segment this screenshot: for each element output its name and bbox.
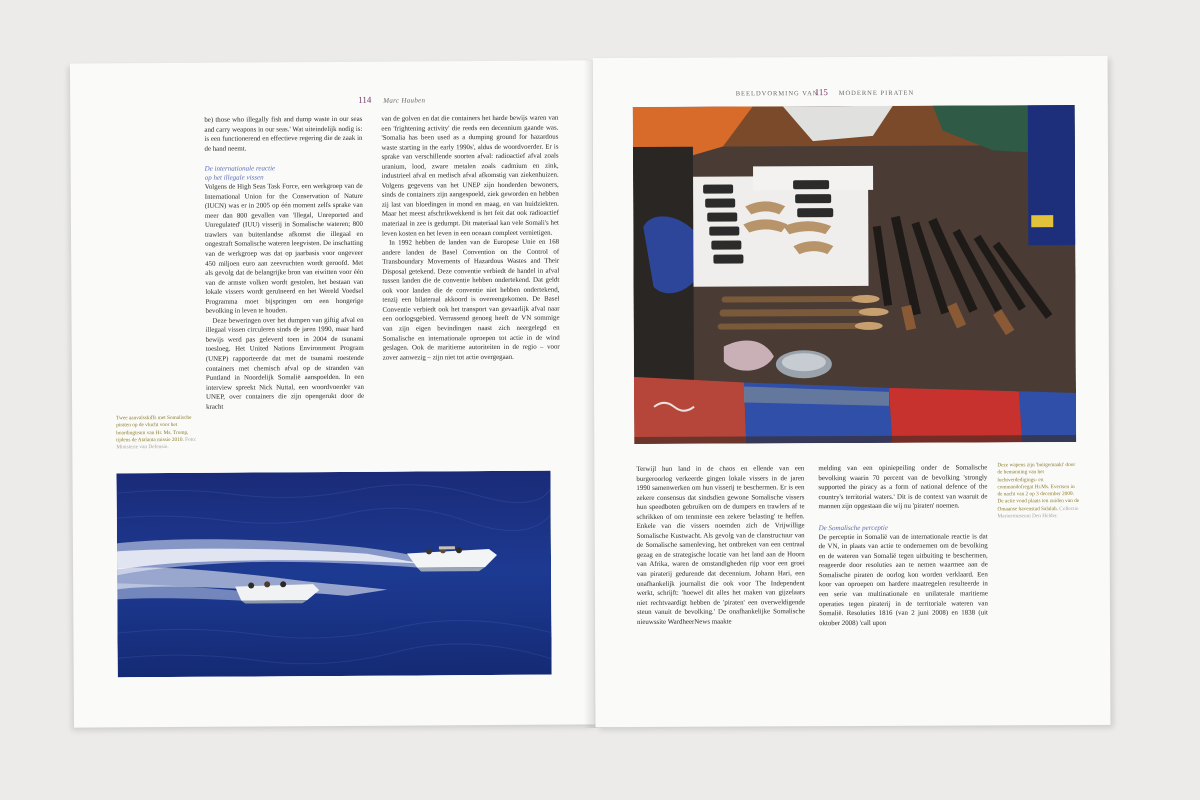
section-heading bbox=[205, 164, 363, 183]
running-header-right-part: MODERNE PIRATEN bbox=[838, 89, 915, 98]
caption-credit: Collectie Marinemuseum Den Helder. bbox=[997, 505, 1079, 520]
left-column-1 bbox=[204, 115, 364, 412]
weapons-on-deck-image bbox=[633, 105, 1076, 444]
paragraph: In 1992 hebben de landen van de Europese Unie en 168 andere landen de Basel Convention on the Control of Transboundary Movements of Hazardous Wastes and Their Disposal getekend. Deze conventie verbiedt de handel in afval tussen landen die de conventie hebben ondertekend. Dat geldt ook voor landen die de conventie niet hebben ondertekend, tenzij een bilateraal akkoord is overeengekomen. De Basel Conventie verbiedt ook het transport van gevaarlijk afval naar een oorlogsgebied. Verrassend genoeg heeft de VN sommige van zijn eigen bevindingen naast zich neergelegd en Somalische en internationale oproepen tot actie in de wind geslagen. Ook de maritieme autoriteiten in de regio – voor zover aanwezig – zijn niet tot actie overgegaan. bbox=[382, 238, 560, 362]
caption-text: Twee aanvalsskiffs met Somalische piraten op de vlucht voor het boardingteam van Hr. Ms. Tromp, tijdens de Atalanta missie 2010. bbox=[116, 414, 192, 444]
photo-attack-skiffs bbox=[116, 471, 551, 678]
right-column-2 bbox=[818, 463, 988, 628]
photo-caption-right bbox=[997, 462, 1079, 521]
right-column-1 bbox=[636, 464, 805, 627]
left-column-2 bbox=[381, 114, 560, 363]
section-heading: De Somalische perceptie bbox=[818, 523, 888, 532]
sea-with-skiffs-image bbox=[116, 471, 551, 678]
paragraph: melding van een opiniepeiling onder de Somalische bevolking waarin 70 percent van de bevolking 'strongly supported the piracy as a form of national defence of the country's territorial waters.' Dit is de context van waaruit de mannen zijn opgestaan die wij nu 'piraten' noemen. bbox=[818, 464, 988, 511]
photo-seized-weapons bbox=[633, 105, 1076, 444]
paragraph: Volgens de High Seas Task Force, een werkgroep van de International Union for the Conservation of Nature (IUCN) was er in 2005 op één moment zelfs sprake van meer dan 800 gevallen van 'Illegal, Unreported and Unregulated' (IUU) visserij in Somalische wateren; 800 trawlers van buitenlandse afkomst die illegaal en ongestraft Somalische wateren leegvisten. De inschatting van de werkgroep was dat op jaarbasis voor ongeveer 450 miljoen euro aan zeevruchten wordt geroofd. Met als gevolg dat de belangrijke bron van eiwitten voor één van de armste volken wordt gestolen, het bestaan van lokale vissers wordt geruïneerd en het Wereld Voedsel Programma moet bijspringen om een hongerige bevolking in leven te houden. bbox=[204, 183, 364, 316]
left-page bbox=[70, 60, 596, 727]
heading-line-2: op het illegale vissen bbox=[204, 173, 264, 182]
heading-line-1: De internationale reactie bbox=[204, 164, 276, 173]
paragraph: Terwijl hun land in de chaos en ellende van een burgeroorlog verkeerde gingen lokale vissers in de jaren 1990 samenwerken om hun visserij te beschermen. Er is een zekere consensus dat sindsdien gewone Somalische vissers hun speedboten gebruiken om de dumpers en trawlers af te schrikken of om tenminste een zekere 'belasting' te heffen. Enkele van die vissers noemden zich de Vrijwillige Somalische Kustwacht. Als gevolg van de clanstructuur van de Somalische samenleving, het ontbreken van een centraal gezag en de strategische locatie van het land aan de Hoorn van Afrika, waren de omstandigheden rijp voor een groei van piraterij gedurende dat decennium. Johann Hari, een onafhankelijk journalist die ook voor The Independent werkt, schrijft: 'hoewel dit alles het maken van gijzelaars niet rechtvaardigt hebben de 'piraten' een overweldigende steun vanuit de bevolking.' De onafhankelijke Somalische nieuwssite WardheerNews maakte bbox=[636, 465, 805, 626]
paragraph: van de golven en dat die containers het harde bewijs waren van een 'frightening activity' die reeds een decennium gaande was. 'Somalia has been used as a dumping ground for hazardous waste starting in the early 1990s', aldus de woordvoerder. Er is sprake van verschillende soorten afval: radioactief afval zoals uranium, lood, zware metalen zoals cadmium en zink, industrieel afval en medisch afval afkomstig van ziekenhuizen. Volgens gegevens van het UNEP zijn honderden bewoners, sinds de containers zijn aangespoeld, ziek geworden en hebben zij last van bloedingen in mond en maag, en van huidziekten. Maar het meest afschrikwekkend is het feit dat ook radioactief materiaal in zee is gedumpt. Dit materiaal kan vele Somali's het leven kosten en het leven in een oceaan compleet vernietigen. bbox=[381, 114, 559, 238]
caption-text: Deze wapens zijn 'buitgemaakt' door de bemanning van het luchtverdedigings- en commandofregat Hr.Ms. Evertsen in de nacht van 2 op 3 december 2009. De actie vond plaats ten zuiden van de Omaanse havenstad Salalah. bbox=[997, 462, 1080, 513]
photo-caption-left bbox=[116, 415, 200, 452]
caption-credit: Foto: Ministerie van Defensie. bbox=[116, 436, 197, 451]
paragraph: be) those who illegally fish and dump waste in our seas and carry weapons in our seas.' Wat uiteindelijk nodig is: is een functionerend en effectieve regering die de zaak in de hand neemt. bbox=[204, 115, 363, 153]
running-header-author: Marc Hauben bbox=[383, 96, 426, 105]
running-header-left-part: BEELDVORMING VAN bbox=[735, 90, 819, 98]
page-number-right: 115 bbox=[814, 87, 828, 98]
paragraph: Deze beweringen over het dumpen van giftig afval en illegaal vissen circuleren sinds de jaren 1990, maar hard bewijs werd pas geleverd toen in 2004 de tsunami toesloeg. Het United Nations Environment Program (UNEP) rapporteerde dat met de tsunami roestende containers met chemisch afval op de stranden van Puntland in Noordelijk Somalië aanspoelden. In een interview spreekt Nick Nuttal, een woordvoerder van UNEP, over containers die zijn opengerukt door de kracht bbox=[205, 316, 365, 411]
right-page bbox=[593, 56, 1111, 727]
paragraph: De perceptie in Somalië van de internationale reactie is dat de VN, in plaats van actie te ondernemen om de bevolking en de wateren van Somalië tegen uitbuiting te beschermen, reageerde door resoluties aan te nemen waarmee aan de Somalische piraten de oorlog kon worden verklaard. Een koor van oproepen om hardere maatregelen resulteerde in een serie van multinationale en unilaterale maritieme operaties tegen piraterij in de territoriale wateren van Somalië. Resoluties 1816 (van 2 juni 2008) en 1838 (uit oktober 2008) 'call upon bbox=[818, 533, 988, 627]
page-number-left: 114 bbox=[358, 94, 372, 105]
